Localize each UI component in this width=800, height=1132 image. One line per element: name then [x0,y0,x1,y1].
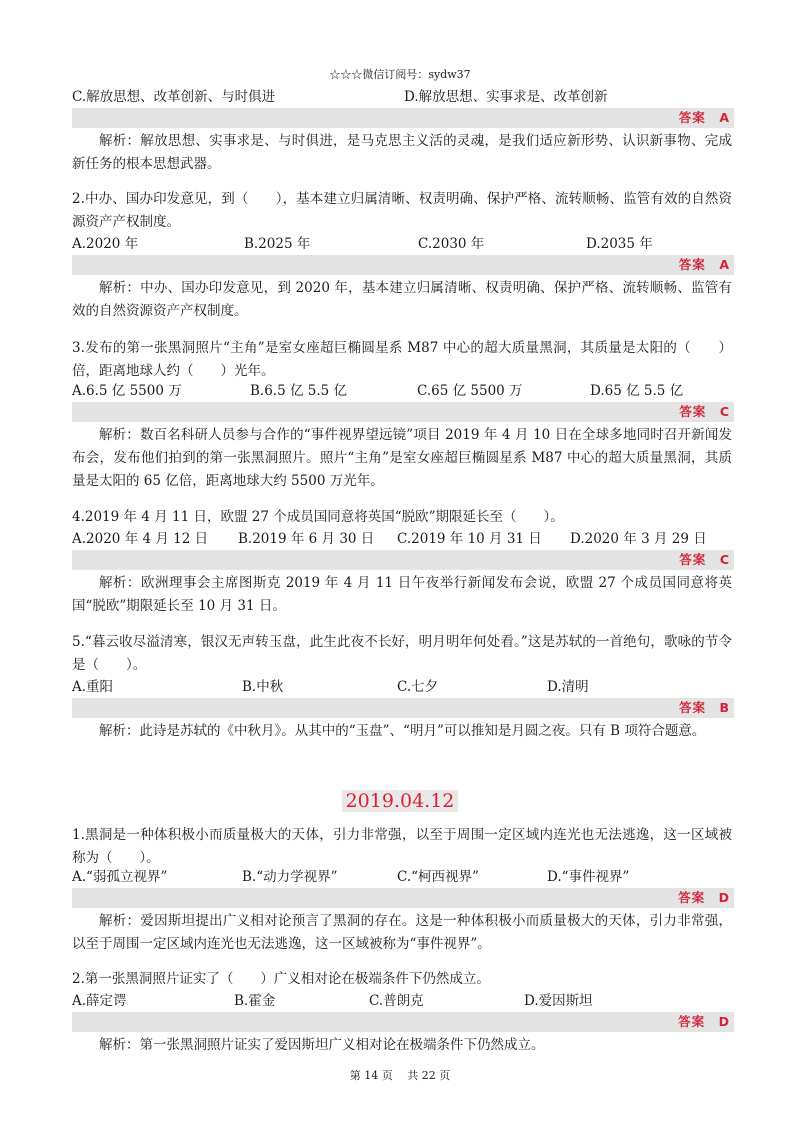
page-footer: 第 14 页 共 22 页 [349,1069,451,1082]
option-c: C.“柯西视界” [397,869,479,885]
answer: 答案 B [678,700,730,715]
answer: 答案 A [678,257,730,272]
answer: 答案 C [679,404,730,419]
option-c: C.65 亿 5500 万 [417,383,523,399]
analysis: 解析：爱因斯坦提出广义相对论预言了黑洞的存在。这是一种体积极小而质量极大的天体，引力非常强，以至于周围一定区域内连光也无法逃逸，这一区域被称为“事件视界”。 [72,913,732,952]
question-stem: 1.黑洞是一种体积极小而质量极大的天体，引力非常强，以至于周围一定区域内连光也无法逃逸，这一区域被称为（ ）。 [72,827,732,866]
answer-bar [72,550,734,570]
options-row [72,990,732,1012]
option-a: A.2020 年 [72,236,139,252]
options-row [72,528,732,550]
analysis: 解析：中办、国办印发意见，到 2020 年，基本建立归属清晰、权责明确、保护严格、流转顺畅、监管有效的自然资源资产产权制度。 [72,280,732,319]
answer-bar [72,255,734,275]
option-d: D.“事件视界” [547,869,630,885]
question-stem: 5.“暮云收尽溢清寒，银汉无声转玉盘，此生此夜不长好，明月明年何处看。”这是苏轼的一首绝句，歌咏的节令是（ ）。 [72,634,732,673]
question-stem: 2.中办、国办印发意见，到（ ），基本建立归属清晰、权责明确、保护严格、流转顺畅、监管有效的自然资源资产产权制度。 [72,191,732,230]
answer-bar [72,888,734,908]
page-header: ☆☆☆微信订阅号：sydw37 [329,68,471,81]
option-c: C.2030 年 [418,236,485,252]
option-d: D.2020 年 3 月 29 日 [570,531,707,547]
options-row [72,233,732,255]
analysis: 解析：第一张黑洞照片证实了爱因斯坦广义相对论在极端条件下仍然成立。 [99,1037,545,1053]
options-row-top [72,86,732,108]
option-b: B.2019 年 6 月 30 日 [238,531,375,547]
analysis: 解析：数百名科研人员参与合作的“事件视界望远镜”项目 2019 年 4 月 10 日在全球多地同时召开新闻发布会，发布他们拍到的第一张黑洞照片。照片“主角”是室女座超巨椭圆星系 M87 中心的超大质量黑洞，其质量是太阳的 65 亿倍，距离地球大约 5500 万光年。 [72,427,732,489]
analysis: 解析：此诗是苏轼的《中秋月》。从其中的“玉盘”、“明月”可以推知是月圆之夜。只有 B 项符合题意。 [99,723,706,739]
answer: 答案 A [678,110,730,125]
option-c: C.解放思想、改革创新、与时俱进 [72,89,276,105]
option-a: A.2020 年 4 月 12 日 [72,531,209,547]
question-stem: 2.第一张黑洞照片证实了（ ）广义相对论在极端条件下仍然成立。 [72,971,490,987]
section-date-heading: 2019.04.12 [0,790,800,812]
answer: 答案 C [679,552,730,567]
option-b: B.中秋 [242,679,284,695]
answer-bar [72,698,734,718]
options-row [72,866,732,888]
question-stem: 4.2019 年 4 月 11 日，欧盟 27 个成员国同意将英国“脱欧”期限延长至（ ）。 [72,509,564,525]
analysis: 解析：欧洲理事会主席图斯克 2019 年 4 月 11 日午夜举行新闻发布会说，欧盟 27 个成员国同意将英国“脱欧”期限延长至 10 月 31 日。 [72,575,732,614]
option-d: D.解放思想、实事求是、改革创新 [404,89,608,105]
answer-bar [72,1012,734,1032]
option-c: C.2019 年 10 月 31 日 [397,531,542,547]
option-b: B.2025 年 [244,236,311,252]
analysis: 解析：解放思想、实事求是、与时俱进，是马克思主义活的灵魂，是我们适应新形势、认识新事物、完成新任务的根本思想武器。 [72,133,732,172]
option-d: D.65 亿 5.5 亿 [590,383,684,399]
option-a: A.6.5 亿 5500 万 [72,383,182,399]
option-b: B.霍金 [234,993,276,1009]
option-c: C.七夕 [397,679,439,695]
option-d: D.2035 年 [586,236,653,252]
option-d: D.清明 [547,679,589,695]
answer-bar [72,402,734,422]
option-a: A.重阳 [72,679,114,695]
option-a: A.薛定谔 [72,993,127,1009]
question-stem: 3.发布的第一张黑洞照片“主角”是室女座超巨椭圆星系 M87 中心的超大质量黑洞，其质量是太阳的（ ）倍，距离地球人约（ ）光年。 [72,340,732,379]
answer: 答案 D [678,890,730,905]
option-b: B.6.5 亿 5.5 亿 [250,383,348,399]
option-b: B.“动力学视界” [242,869,338,885]
option-c: C.普朗克 [369,993,424,1009]
option-a: A.“弱孤立视界” [72,869,168,885]
options-row [72,380,732,402]
answer: 答案 D [678,1014,730,1029]
options-row [72,676,732,698]
option-d: D.爱因斯坦 [524,993,593,1009]
answer-bar [72,108,734,128]
